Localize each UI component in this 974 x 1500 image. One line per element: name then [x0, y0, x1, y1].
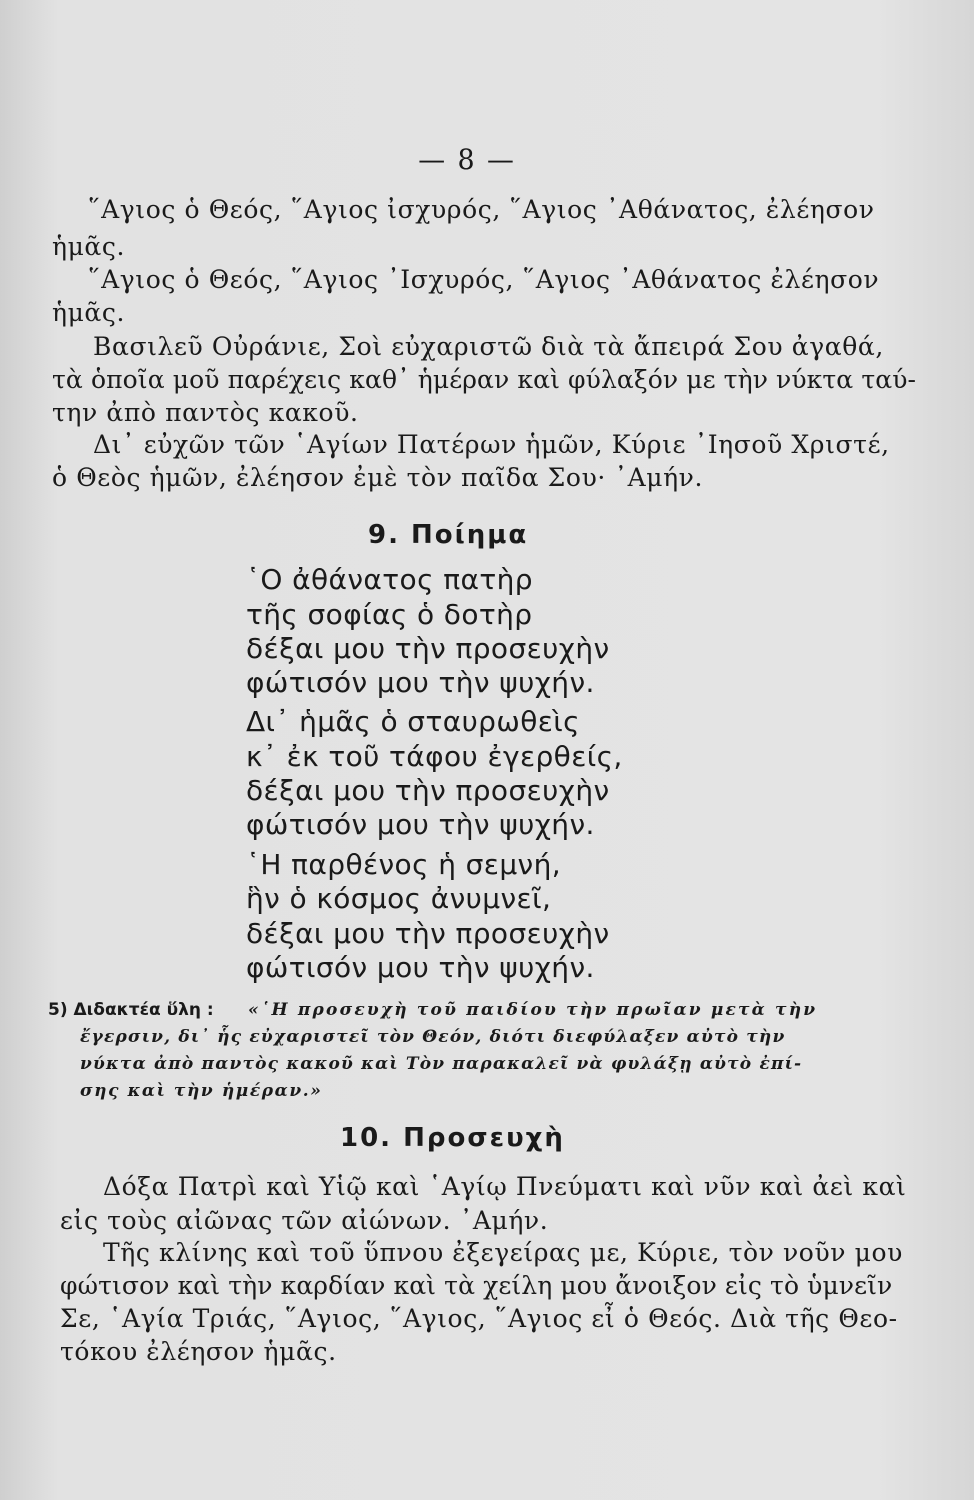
poem-line: δέξαι μου τὴν προσευχὴν [246, 632, 610, 665]
note-label: 5) Διδακτέα ὕλη : [48, 1000, 214, 1020]
page-number: — 8 — [418, 143, 516, 176]
poem-line: φώτισόν μου τὴν ψυχήν. [246, 666, 595, 699]
prayer-line: τὰ ὁποῖα μοῦ παρέχεις καθ᾿ ἡμέραν καὶ φύλαξόν με τὴν νύκτα ταύ- [52, 365, 917, 394]
prayer-line: ἡμᾶς. [52, 232, 126, 261]
poem-line: δέξαι μου τὴν προσευχὴν [246, 774, 610, 807]
prayer-line: Βασιλεῦ Οὐράνιε, Σοὶ εὐχαριστῶ διὰ τὰ ἄπειρά Σου ἀγαθά, [93, 332, 884, 361]
prayer2-line: Τῆς κλίνης καὶ τοῦ ὕπνου ἐξεγείρας με, Κύριε, τὸν νοῦν μου [103, 1238, 903, 1267]
prayer-line: ῞Αγιος ὁ Θεός, ῞Αγιος ἰσχυρός, ῞Αγιος ᾿Αθάνατος, ἐλέησον [88, 195, 875, 224]
prayer2-line: εἰς τοὺς αἰῶνας τῶν αἰώνων. ᾿Αμήν. [60, 1206, 549, 1235]
poem-line: ῾Ο ἀθάνατος πατὴρ [246, 563, 533, 596]
prayer-line: ῞Αγιος ὁ Θεός, ῞Αγιος ᾿Ισχυρός, ῞Αγιος ᾿Αθάνατος ἐλέησον [88, 265, 880, 294]
poem-line: δέξαι μου τὴν προσευχὴν [246, 917, 610, 950]
prayer2-line: Σε, ῾Αγία Τριάς, ῞Αγιος, ῞Αγιος, ῞Αγιος εἶ ὁ Θεός. Διὰ τῆς Θεο- [60, 1304, 898, 1333]
section-9-title: 9. Ποίημα [368, 520, 529, 550]
poem-line: φώτισόν μου τὴν ψυχήν. [246, 808, 595, 841]
poem-line: τῆς σοφίας ὁ δοτὴρ [246, 598, 533, 631]
prayer-line: ὁ Θεὸς ἡμῶν, ἐλέησον ἐμὲ τὸν παῖδα Σου· ᾿Αμήν. [52, 463, 703, 492]
note-line: σης καὶ τὴν ἡμέραν.» [80, 1081, 323, 1101]
prayer2-line: Δόξα Πατρὶ καὶ Υἱῷ καὶ ῾Αγίῳ Πνεύματι καὶ νῦν καὶ ἀεὶ καὶ [103, 1172, 907, 1201]
poem-line: κ᾿ ἐκ τοῦ τάφου ἐγερθείς, [246, 740, 623, 773]
poem-line: ἣν ὁ κόσμος ἀνυμνεῖ, [246, 882, 552, 915]
note-line: ἔγερσιν, δι᾿ ἧς εὐχαριστεῖ τὸν Θεόν, διότι διεφύλαξεν αὐτὸ τὴν [80, 1027, 786, 1047]
prayer-line: την ἀπὸ παντὸς κακοῦ. [52, 398, 359, 427]
section-10-title: 10. Προσευχὴ [340, 1123, 565, 1153]
poem-line: Δι᾿ ἡμᾶς ὁ σταυρωθεὶς [246, 705, 580, 738]
prayer2-line: τόκου ἐλέησον ἡμᾶς. [60, 1337, 337, 1366]
poem-line: φώτισόν μου τὴν ψυχήν. [246, 951, 595, 984]
prayer2-line: φώτισον καὶ τὴν καρδίαν καὶ τὰ χείλη μου ἄνοιξον εἰς τὸ ὑμνεῖν [60, 1271, 893, 1300]
poem-line: ῾Η παρθένος ἡ σεμνή, [246, 848, 562, 881]
note-line: «῾Η προσευχὴ τοῦ παιδίου τὴν πρωῖαν μετὰ τὴν [248, 1000, 818, 1020]
prayer-line: ἡμᾶς. [52, 298, 126, 327]
prayer-line: Δι᾿ εὐχῶν τῶν ῾Αγίων Πατέρων ἡμῶν, Κύριε ᾿Ιησοῦ Χριστέ, [93, 430, 890, 459]
note-line: νύκτα ἀπὸ παντὸς κακοῦ καὶ Τὸν παρακαλεῖ νὰ φυλάξῃ αὐτὸ ἐπί- [80, 1054, 803, 1074]
